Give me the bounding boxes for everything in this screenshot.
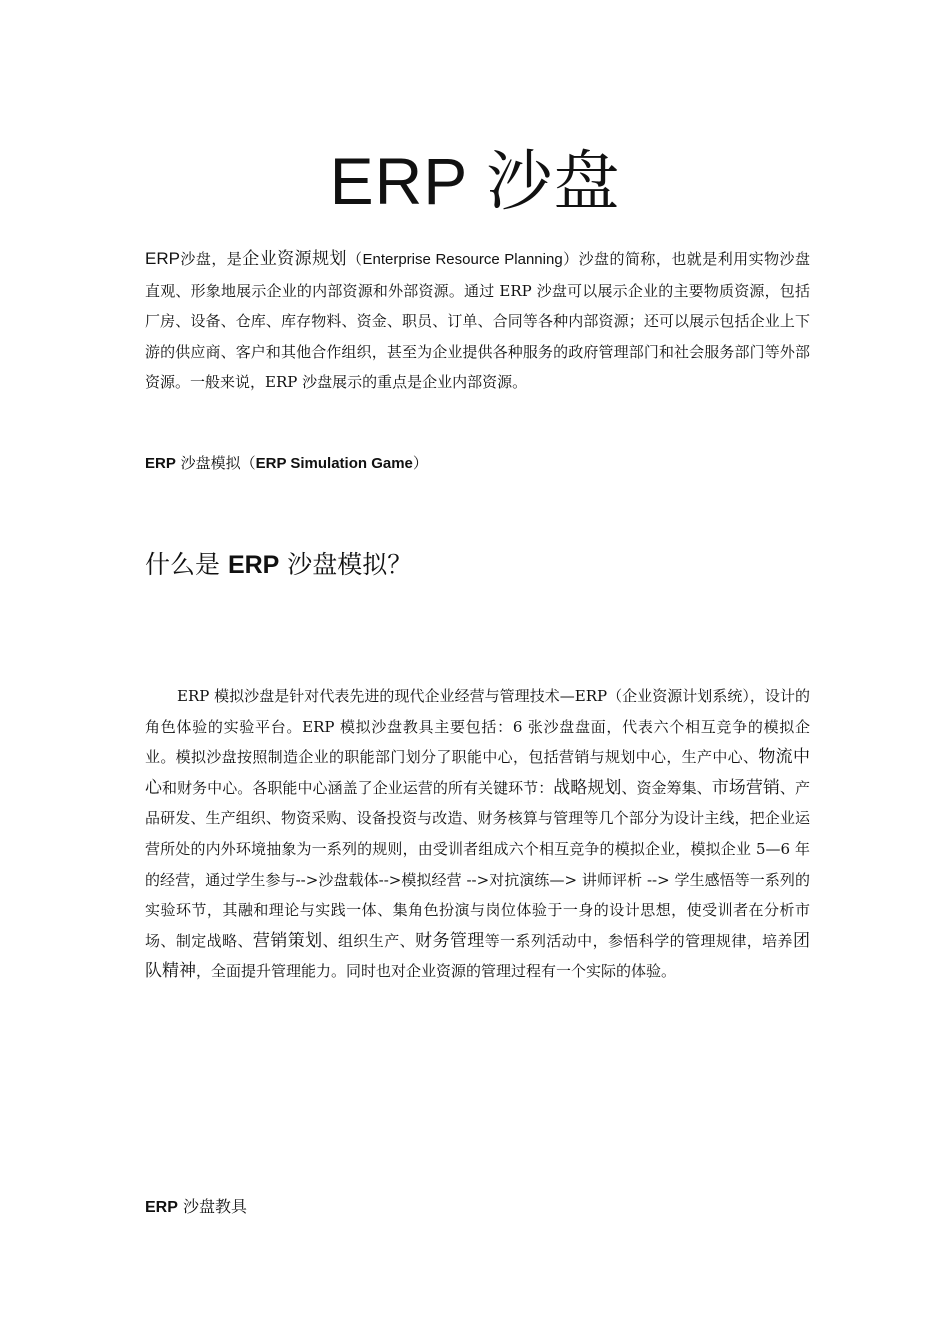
- body-text-2: 和财务中心。各职能中心涵盖了企业运营的所有关键环节：: [162, 778, 554, 797]
- body-text-7: ，全面提升管理能力。同时也对企业资源的管理过程有一个实际的体验。: [196, 962, 677, 981]
- teaching-tools-erp: ERP: [145, 1199, 178, 1216]
- section-heading: [145, 548, 412, 582]
- simulation-label: [145, 453, 428, 474]
- keyword-marketing-planning: 营销策划: [252, 930, 323, 951]
- intro-rest: 沙盘的简称，也就是利用实物沙盘直观、形象地展示企业的内部资源和外部资源。通过 ERP 沙盘可以展示企业的主要物质资源，包括厂房、设备、仓库、库存物料、资金、职员、订单、合同等各种内部资源；还可以展示包括企业上下游的供应商、客户和其他合作组织，甚至为企业提供各种服务的政府管理部门和社会服务部门等外部资源。一般来说，ERP 沙盘展示的重点是企业内部资源。: [145, 250, 810, 392]
- simulation-label-close: ）: [412, 454, 428, 472]
- simulation-label-english: ERP Simulation Game: [255, 455, 413, 472]
- keyword-financial-management: 财务管理: [415, 930, 485, 951]
- title-cjk: 沙盘: [486, 143, 621, 221]
- title-latin: ERP: [329, 144, 468, 219]
- intro-paragraph: [145, 244, 810, 398]
- body-text-3: 、资金筹集、: [621, 778, 712, 797]
- simulation-label-erp: ERP: [145, 455, 176, 472]
- document-title: [0, 128, 950, 223]
- keyword-team-spirit: 团队精神: [145, 930, 810, 982]
- intro-paren: （Enterprise Resource Planning）: [347, 251, 579, 268]
- teaching-tools-text: 沙盘教具: [177, 1197, 247, 1216]
- body-text-1: ERP 模拟沙盘是针对代表先进的现代企业经营与管理技术—ERP（企业资源计划系统），设计的角色体验的实验平台。ERP 模拟沙盘教具主要包括：6 张沙盘盘面，代表六个相互竞争的模拟企业。模拟沙盘按照制造企业的职能部门划分了职能中心，包括营销与规划中心，生产中心、: [145, 687, 810, 767]
- keyword-strategy-planning: 战略规划: [553, 777, 622, 798]
- heading-text-1: 什么是: [145, 550, 228, 579]
- keyword-logistics-center: 物流中心: [145, 747, 810, 798]
- body-text-6: 等一系列活动中，参悟科学的管理规律，培养: [484, 931, 793, 950]
- body-paragraph: [145, 681, 810, 987]
- body-text-4: 、产品研发、生产组织、物资采购、设备投资与改造、财务核算与管理等几个部分为设计主线，把企业运营所处的内外环境抽象为一系列的规则，由受训者组成六个相互竞争的模拟企业，模拟企业 5—6 年的经营，通过学生参与-->沙盘载体-->模拟经营 -->对抗演练—> 讲师评析 --> 学生感悟等一系列的实验环节，其融和理论与实践一体、集角色扮演与岗位体验于一身的设计思想，使受训者在分析市场、制定战略、: [145, 778, 810, 950]
- keyword-marketing: 市场营销: [711, 777, 780, 798]
- intro-mid: 企业资源规划: [242, 249, 348, 269]
- heading-text-2: 沙盘模拟？: [279, 550, 413, 579]
- teaching-tools-label: [145, 1197, 247, 1218]
- intro-lead-erp: ERP: [145, 249, 180, 268]
- heading-erp: ERP: [227, 551, 280, 579]
- intro-lead-rest: 沙盘，是: [179, 250, 243, 268]
- simulation-label-text: 沙盘模拟（: [175, 454, 256, 472]
- body-text-5: 、组织生产、: [322, 931, 416, 950]
